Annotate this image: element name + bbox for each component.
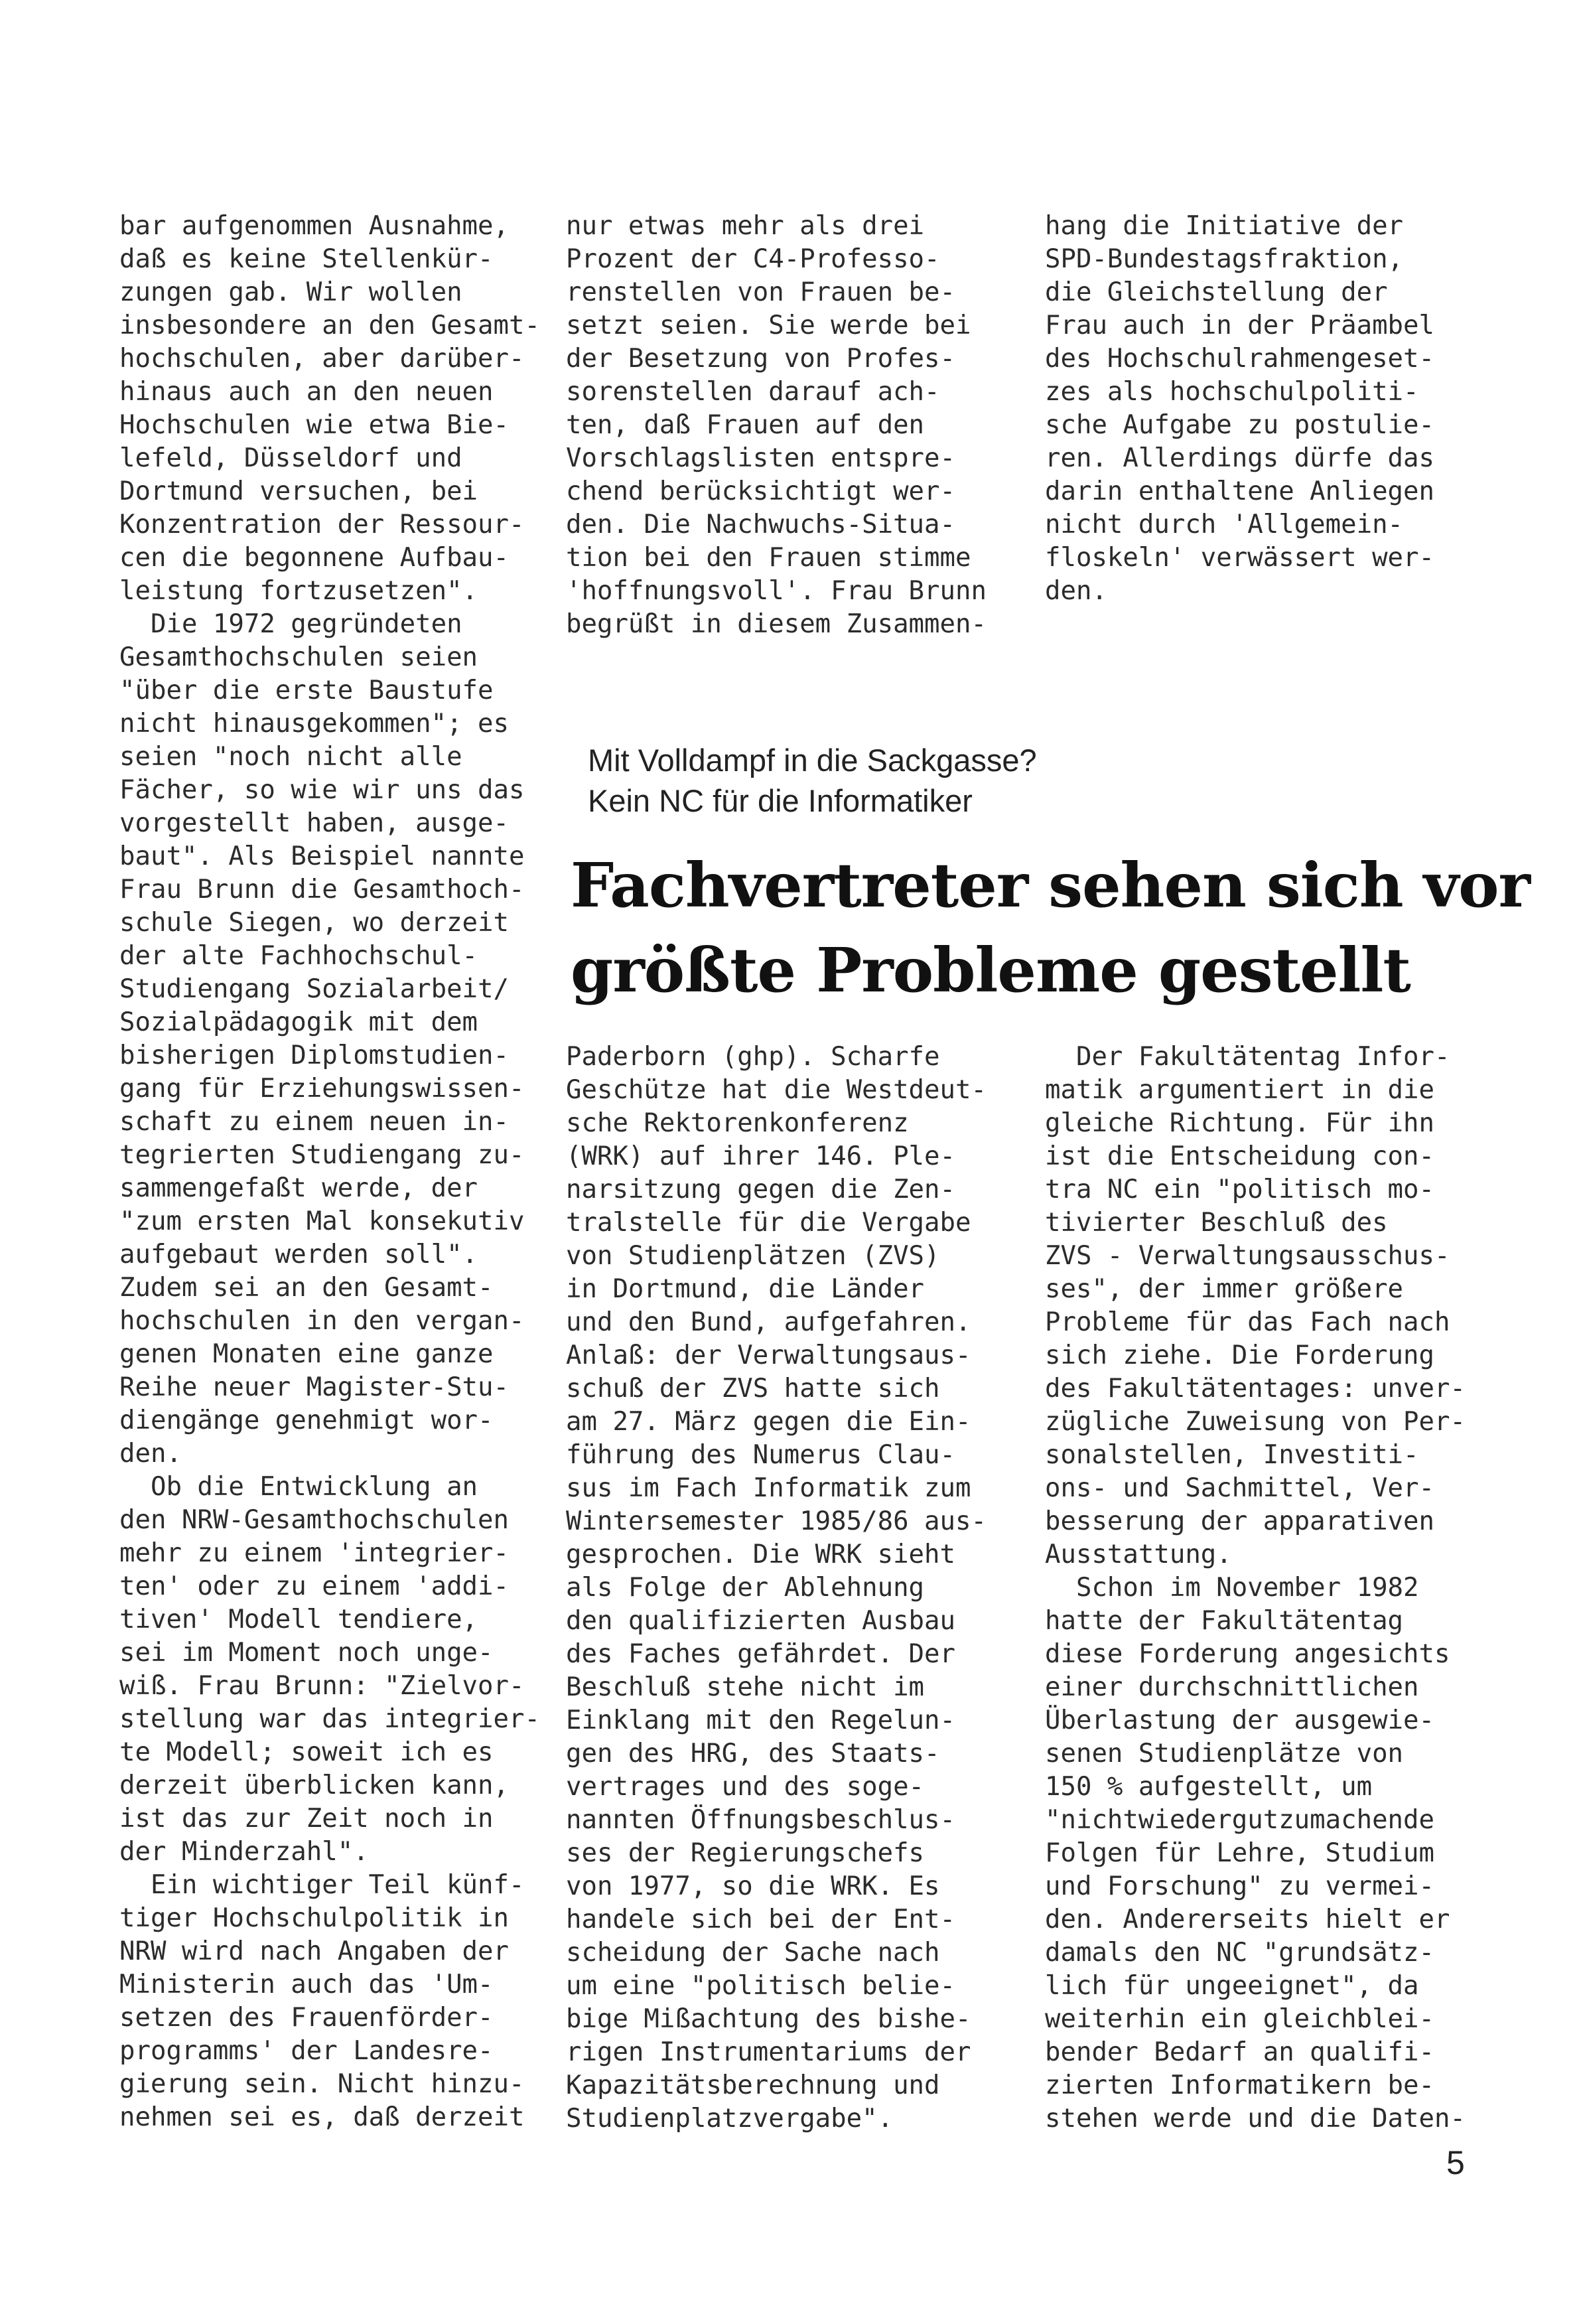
text-line: lefeld, Düsseldorf und [119,443,462,473]
text-line: weiterhin ein gleichblei- [1045,2004,1434,2034]
text-line: diese Forderung angesichts [1045,1639,1450,1669]
text-line: die Gleichstellung der [1045,277,1388,307]
text-line: Paderborn (ghp). Scharfe [566,1042,940,1072]
text-line: schule Siegen, wo derzeit [119,908,509,938]
text-line: den. Die Nachwuchs-Situa- [566,510,955,540]
article-continued-column-3 [1045,210,1470,608]
text-line: der alte Fachhochschul- [119,941,478,971]
text-line: hochschulen, aber darüber- [119,344,525,374]
text-line: Ministerin auch das 'Um- [119,1970,494,1999]
text-line: Die 1972 gegründeten [119,609,462,639]
text-line: derzeit überblicken kann, [119,1771,509,1800]
text-line: der Minderzahl". [119,1837,369,1867]
text-line: den. [1045,576,1107,606]
text-line: um eine "politisch belie- [566,1971,955,2001]
text-line: daß es keine Stellenkür- [119,244,494,274]
article-body-column-right [1045,1041,1470,2136]
text-line: des Faches gefährdet. Der [566,1639,955,1669]
text-line: genen Monaten eine ganze [119,1339,494,1369]
text-line: Frau Brunn die Gesamthoch- [119,875,525,905]
text-line: Zudem sei an den Gesamt- [119,1273,494,1303]
text-line: cen die begonnene Aufbau- [119,543,509,573]
text-line: Anlaß: der Verwaltungsaus- [566,1341,971,1370]
text-line: besserung der apparativen [1045,1506,1434,1536]
text-line: schuß der ZVS hatte sich [566,1374,940,1404]
text-line: und den Bund, aufgefahren. [566,1307,971,1337]
text-line: gierung sein. Nicht hinzu- [119,2069,525,2099]
text-line: führung des Numerus Clau- [566,1440,955,1470]
text-line: Ausstattung. [1045,1540,1232,1569]
text-line: des Fakultätentages: unver- [1045,1374,1466,1404]
text-line: bender Bedarf an qualifi- [1045,2037,1434,2067]
text-line: Vorschlagslisten entspre- [566,443,955,473]
text-line: bar aufgenommen Ausnahme, [119,211,509,241]
text-line: "über die erste Baustufe [119,676,494,705]
text-line: tegrierten Studiengang zu- [119,1140,525,1170]
text-line: ses", der immer größere [1045,1274,1404,1304]
text-line: einer durchschnittlichen [1045,1672,1419,1702]
text-line: aufgebaut werden soll". [119,1240,478,1270]
text-line: 'hoffnungsvoll'. Frau Brunn [566,576,987,606]
text-line: tion bei den Frauen stimme [566,543,971,573]
text-line: Konzentration der Ressour- [119,510,525,540]
text-line: hang die Initiative der [1045,211,1404,241]
text-line: Beschluß stehe nicht im [566,1672,925,1702]
text-line: sonalstellen, Investiti- [1045,1440,1419,1470]
text-line: Studiengang Sozialarbeit/ [119,974,509,1004]
text-line: programms' der Landesre- [119,2036,494,2066]
text-line: nannten Öffnungsbeschlus- [566,1805,955,1835]
text-line: des Hochschulrahmengeset- [1045,344,1434,374]
text-line: Einklang mit den Regelun- [566,1706,955,1735]
text-line: zes als hochschulpoliti- [1045,377,1419,407]
text-line: renstellen von Frauen be- [566,277,955,307]
text-line: Ob die Entwicklung an [119,1472,478,1502]
text-line: stellung war das integrier- [119,1704,540,1734]
text-line: von Studienplätzen (ZVS) [566,1241,940,1271]
text-line: tiger Hochschulpolitik in [119,1903,509,1933]
text-line: tivierter Beschluß des [1045,1208,1388,1238]
text-line: Folgen für Lehre, Studium [1045,1838,1434,1868]
text-line: lich für ungeeignet", da [1045,1971,1419,2001]
text-line: zügliche Zuweisung von Per- [1045,1407,1466,1437]
text-line: von 1977, so die WRK. Es [566,1871,940,1901]
text-line: am 27. März gegen die Ein- [566,1407,971,1437]
text-line: rigen Instrumentariums der [566,2037,971,2067]
text-line: in Dortmund, die Länder [566,1274,925,1304]
text-line: 150 % aufgestellt, um [1045,1772,1373,1802]
text-line: den NRW-Gesamthochschulen [119,1505,509,1535]
text-line: NRW wird nach Angaben der [119,1936,509,1966]
text-line: Probleme für das Fach nach [1045,1307,1450,1337]
text-line: Wintersemester 1985/86 aus- [566,1506,987,1536]
page-number: 5 [1446,2144,1465,2181]
text-line: begrüßt in diesem Zusammen- [566,609,987,639]
text-line: ses der Regierungschefs [566,1838,925,1868]
text-line: Schon im November 1982 [1045,1573,1419,1603]
text-line: ist das zur Zeit noch in [119,1804,494,1834]
text-line: setzt seien. Sie werde bei [566,311,971,340]
text-line: gleiche Richtung. Für ihn [1045,1108,1434,1138]
text-line: Studienplatzvergabe". [566,2104,894,2134]
text-line: insbesondere an den Gesamt- [119,311,540,340]
text-line: bisherigen Diplomstudien- [119,1041,509,1070]
text-line: hatte der Fakultätentag [1045,1606,1404,1636]
text-line: floskeln' verwässert wer- [1045,543,1434,573]
text-line: damals den NC "grundsätz- [1045,1938,1434,1968]
text-line: tra NC ein "politisch mo- [1045,1175,1434,1204]
text-line: matik argumentiert in die [1045,1075,1434,1105]
text-line: vertrages und des soge- [566,1772,925,1802]
article-body-column-left [566,1041,991,2136]
text-line: tralstelle für die Vergabe [566,1208,971,1238]
text-line: stehen werde und die Daten- [1045,2104,1466,2134]
text-line: tiven' Modell tendiere, [119,1605,478,1634]
kicker-line-1: Mit Volldampf in die Sackgasse? [588,743,1037,778]
text-line: Hochschulen wie etwa Bie- [119,410,509,440]
text-line: den. Andererseits hielt er [1045,1905,1450,1934]
text-line: Prozent der C4-Professo- [566,244,940,274]
text-line: gesprochen. Die WRK sieht [566,1540,955,1569]
text-line: Reihe neuer Magister-Stu- [119,1372,509,1402]
text-line: bige Mißachtung des bishe- [566,2004,971,2034]
text-line: Fächer, so wie wir uns das [119,775,525,805]
text-line: schaft zu einem neuen in- [119,1107,509,1137]
text-line: Gesamthochschulen seien [119,642,478,672]
text-line: sei im Moment noch unge- [119,1638,494,1668]
headline-line-1: Fachvertreter sehen sich vor [571,849,1530,921]
text-line: wiß. Frau Brunn: "Zielvor- [119,1671,525,1701]
text-line: als Folge der Ablehnung [566,1573,925,1603]
text-line: ons- und Sachmittel, Ver- [1045,1473,1434,1503]
text-line: leistung fortzusetzen". [119,576,478,606]
text-line: der Besetzung von Profes- [566,344,955,374]
text-line: sche Aufgabe zu postulie- [1045,410,1434,440]
text-line: sche Rektorenkonferenz [566,1108,909,1138]
text-line: chend berücksichtigt wer- [566,476,955,506]
text-line: diengänge genehmigt wor- [119,1406,494,1435]
text-line: ist die Entscheidung con- [1045,1141,1434,1171]
text-line: narsitzung gegen die Zen- [566,1175,955,1204]
text-line: baut". Als Beispiel nannte [119,841,525,871]
text-line: Dortmund versuchen, bei [119,476,478,506]
text-line: ten, daß Frauen auf den [566,410,925,440]
text-line: nicht durch 'Allgemein- [1045,510,1404,540]
text-line: setzen des Frauenförder- [119,2003,494,2033]
text-line: gen des HRG, des Staats- [566,1739,940,1769]
text-line: Der Fakultätentag Infor- [1045,1042,1450,1072]
headline-line-2: größte Probleme gestellt [571,934,1410,1006]
text-line: Geschütze hat die Westdeut- [566,1075,987,1105]
text-line: sus im Fach Informatik zum [566,1473,971,1503]
text-line: hinaus auch an den neuen [119,377,494,407]
text-line: sich ziehe. Die Forderung [1045,1341,1434,1370]
article-kicker [588,740,1517,821]
article-headline [571,843,1539,1013]
text-line: nicht hinausgekommen"; es [119,709,509,739]
text-line: sorenstellen darauf ach- [566,377,940,407]
text-line: "nichtwiedergutzumachende [1045,1805,1434,1835]
text-line: mehr zu einem 'integrier- [119,1538,509,1568]
text-line: vorgestellt haben, ausge- [119,808,509,838]
text-line: seien "noch nicht alle [119,742,462,772]
text-line: (WRK) auf ihrer 146. Ple- [566,1141,955,1171]
kicker-line-2: Kein NC für die Informatiker [588,783,973,818]
text-line: senen Studienplätze von [1045,1739,1404,1769]
text-line: nur etwas mehr als drei [566,211,925,241]
text-line: den qualifizierten Ausbau [566,1606,955,1636]
text-line: und Forschung" zu vermei- [1045,1871,1434,1901]
text-line: SPD-Bundestagsfraktion, [1045,244,1404,274]
text-line: handele sich bei der Ent- [566,1905,955,1934]
text-line: nehmen sei es, daß derzeit [119,2102,525,2132]
text-line: "zum ersten Mal konsekutiv [119,1206,525,1236]
text-line: darin enthaltene Anliegen [1045,476,1434,506]
article-continued-column-2 [566,210,991,641]
text-line: scheidung der Sache nach [566,1938,940,1968]
text-line: Sozialpädagogik mit dem [119,1007,478,1037]
text-line: hochschulen in den vergan- [119,1306,525,1336]
text-line: den. [119,1439,182,1469]
text-line: ten' oder zu einem 'addi- [119,1571,509,1601]
text-line: zierten Informatikern be- [1045,2070,1434,2100]
text-line: gang für Erziehungswissen- [119,1074,525,1104]
text-line: Überlastung der ausgewie- [1045,1706,1434,1735]
text-line: zungen gab. Wir wollen [119,277,462,307]
text-line: ren. Allerdings dürfe das [1045,443,1434,473]
text-line: Kapazitätsberechnung und [566,2070,940,2100]
article-continued-column-1 [119,210,540,2134]
text-line: Ein wichtiger Teil künf- [119,1870,525,1900]
text-line: te Modell; soweit ich es [119,1737,494,1767]
text-line: sammengefaßt werde, der [119,1173,478,1203]
text-line: Frau auch in der Präambel [1045,311,1434,340]
text-line: ZVS - Verwaltungsausschus- [1045,1241,1450,1271]
